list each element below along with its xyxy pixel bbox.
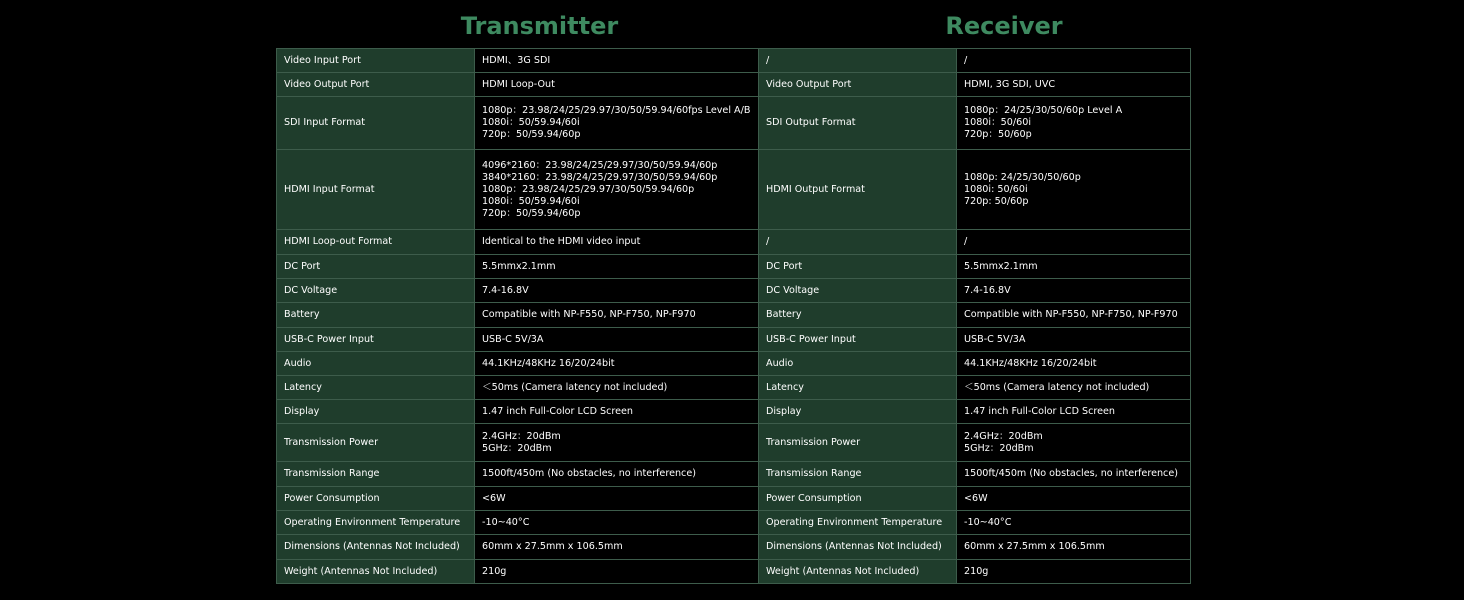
transmitter-spec-value — [475, 352, 759, 376]
transmitter-spec-value — [475, 73, 759, 97]
spec-value-line: 1080p: 24/25/30/50/60p — [964, 171, 1081, 183]
spec-value-line: 4096*2160：23.98/24/25/29.97/30/50/59.94/60p — [482, 159, 718, 171]
receiver-spec-label: DC Port — [759, 255, 957, 279]
transmitter-spec-label: Audio — [277, 352, 475, 376]
spec-value-line: 5.5mmx2.1mm — [482, 260, 556, 272]
spec-value-line: HDMI Loop-Out — [482, 78, 555, 90]
transmitter-spec-value — [475, 279, 759, 303]
spec-value-line: 1080p：23.98/24/25/29.97/30/50/59.94/60fps Level A/B — [482, 105, 751, 116]
transmitter-spec-value — [475, 376, 759, 400]
receiver-spec-value — [957, 97, 1191, 150]
transmitter-spec-value — [475, 535, 759, 560]
transmitter-spec-value — [475, 230, 759, 255]
spec-value-line: 44.1KHz/48KHz 16/20/24bit — [482, 357, 615, 369]
transmitter-heading: Transmitter — [460, 12, 619, 40]
receiver-spec-value — [957, 73, 1191, 97]
spec-value-line: 44.1KHz/48KHz 16/20/24bit — [964, 357, 1097, 369]
receiver-spec-label: Battery — [759, 303, 957, 328]
transmitter-spec-value — [475, 328, 759, 352]
transmitter-spec-value — [475, 462, 759, 487]
spec-row — [277, 279, 1191, 303]
transmitter-spec-label: Display — [277, 400, 475, 424]
transmitter-spec-label: HDMI Loop-out Format — [277, 230, 475, 255]
receiver-spec-value — [957, 352, 1191, 376]
spec-value-line: USB-C 5V/3A — [964, 333, 1026, 345]
spec-value-line: 7.4-16.8V — [964, 284, 1011, 296]
spec-value-line: 60mm x 27.5mm x 106.5mm — [482, 541, 623, 552]
spec-value-line: 1080i：50/60i — [964, 117, 1031, 128]
spec-value-line: Identical to the HDMI video input — [482, 236, 641, 247]
receiver-spec-label: / — [759, 230, 957, 255]
receiver-spec-label: Power Consumption — [759, 487, 957, 511]
transmitter-spec-label: Video Output Port — [277, 73, 475, 97]
transmitter-spec-value — [475, 400, 759, 424]
transmitter-spec-label: Transmission Range — [277, 462, 475, 487]
spec-row — [277, 376, 1191, 400]
transmitter-spec-value — [475, 487, 759, 511]
transmitter-spec-label: Operating Environment Temperature — [277, 511, 475, 535]
spec-value-line: 720p: 50/60p — [964, 195, 1029, 207]
transmitter-spec-label: SDI Input Format — [277, 97, 475, 150]
spec-value-line: Compatible with NP-F550, NP-F750, NP-F970 — [482, 309, 696, 320]
spec-value-line: HDMI, 3G SDI, UVC — [964, 78, 1056, 90]
transmitter-spec-value — [475, 255, 759, 279]
transmitter-spec-value — [475, 97, 759, 150]
spec-row — [277, 73, 1191, 97]
receiver-spec-label: / — [759, 49, 957, 73]
spec-row — [277, 303, 1191, 328]
spec-value-line: 720p：50/59.94/60p — [482, 129, 581, 140]
spec-value-line: 1500ft/450m (No obstacles, no interference) — [964, 468, 1178, 479]
spec-value-line: 210g — [482, 565, 507, 577]
transmitter-spec-value — [475, 303, 759, 328]
spec-value-line: / — [964, 54, 968, 66]
receiver-spec-label: Latency — [759, 376, 957, 400]
spec-value-line: 1.47 inch Full-Color LCD Screen — [964, 405, 1115, 417]
transmitter-spec-value — [475, 511, 759, 535]
receiver-spec-value — [957, 328, 1191, 352]
receiver-spec-value — [957, 511, 1191, 535]
transmitter-spec-label: DC Port — [277, 255, 475, 279]
transmitter-spec-label: Video Input Port — [277, 49, 475, 73]
transmitter-spec-label: DC Voltage — [277, 279, 475, 303]
receiver-spec-value — [957, 49, 1191, 73]
spec-value-line: 720p：50/60p — [964, 129, 1032, 140]
spec-table — [276, 48, 1191, 584]
spec-value-line: -10~40°C — [482, 516, 530, 528]
spec-value-line: 720p：50/59.94/60p — [482, 207, 581, 219]
receiver-spec-value — [957, 400, 1191, 424]
spec-value-line: 2.4GHz：20dBm — [482, 430, 561, 442]
spec-value-line: 60mm x 27.5mm x 106.5mm — [964, 541, 1105, 552]
receiver-spec-value — [957, 535, 1191, 560]
spec-value-line: / — [964, 236, 968, 247]
transmitter-spec-label: Power Consumption — [277, 487, 475, 511]
transmitter-spec-label: Dimensions (Antennas Not Included) — [277, 535, 475, 560]
spec-value-line: 1080i: 50/60i — [964, 183, 1028, 195]
spec-row — [277, 328, 1191, 352]
spec-row — [277, 462, 1191, 487]
spec-value-line: HDMI、3G SDI — [482, 54, 551, 66]
transmitter-spec-value — [475, 49, 759, 73]
receiver-spec-label: Audio — [759, 352, 957, 376]
transmitter-spec-label: HDMI Input Format — [277, 150, 475, 230]
spec-value-line: 5.5mmx2.1mm — [964, 260, 1038, 272]
spec-value-line: 3840*2160：23.98/24/25/29.97/30/50/59.94/60p — [482, 171, 718, 183]
spec-value-line: 1080p：24/25/30/50/60p Level A — [964, 105, 1123, 116]
receiver-spec-value — [957, 279, 1191, 303]
receiver-spec-label: USB-C Power Input — [759, 328, 957, 352]
spec-row — [277, 230, 1191, 255]
spec-table-body — [277, 49, 1191, 584]
spec-value-line: Compatible with NP-F550, NP-F750, NP-F970 — [964, 309, 1178, 320]
transmitter-spec-label: Latency — [277, 376, 475, 400]
spec-row — [277, 97, 1191, 150]
receiver-spec-value — [957, 487, 1191, 511]
transmitter-spec-label: Battery — [277, 303, 475, 328]
spec-value-line: -10~40°C — [964, 516, 1012, 528]
spec-value-line: USB-C 5V/3A — [482, 333, 544, 345]
receiver-spec-value — [957, 255, 1191, 279]
spec-row — [277, 424, 1191, 462]
receiver-spec-label: Transmission Range — [759, 462, 957, 487]
spec-value-line: ＜50ms (Camera latency not included) — [964, 381, 1150, 393]
receiver-spec-value — [957, 303, 1191, 328]
receiver-spec-label: Display — [759, 400, 957, 424]
receiver-spec-value — [957, 462, 1191, 487]
spec-row — [277, 560, 1191, 584]
spec-value-line: 210g — [964, 565, 989, 577]
spec-row — [277, 49, 1191, 73]
receiver-spec-label: Dimensions (Antennas Not Included) — [759, 535, 957, 560]
transmitter-spec-value — [475, 560, 759, 584]
spec-value-line: <6W — [482, 492, 506, 504]
transmitter-spec-label: Transmission Power — [277, 424, 475, 462]
spec-value-line: 5GHz：20dBm — [964, 442, 1034, 454]
transmitter-spec-value — [475, 150, 759, 230]
spec-row — [277, 511, 1191, 535]
spec-row — [277, 150, 1191, 230]
transmitter-spec-value — [475, 424, 759, 462]
receiver-spec-value — [957, 150, 1191, 230]
receiver-spec-value — [957, 560, 1191, 584]
spec-value-line: 7.4-16.8V — [482, 284, 529, 296]
receiver-spec-value — [957, 376, 1191, 400]
spec-value-line: 2.4GHz：20dBm — [964, 430, 1043, 442]
spec-value-line: 5GHz：20dBm — [482, 442, 552, 454]
spec-value-line: 1080i：50/59.94/60i — [482, 195, 580, 207]
spec-row — [277, 487, 1191, 511]
transmitter-spec-label: USB-C Power Input — [277, 328, 475, 352]
spec-value-line: 1080p：23.98/24/25/29.97/30/50/59.94/60p — [482, 183, 695, 195]
spec-row — [277, 255, 1191, 279]
spec-value-line: ＜50ms (Camera latency not included) — [482, 381, 668, 393]
receiver-spec-label: Video Output Port — [759, 73, 957, 97]
spec-value-line: 1500ft/450m (No obstacles, no interference) — [482, 468, 696, 479]
receiver-spec-value — [957, 424, 1191, 462]
spec-row — [277, 535, 1191, 560]
spec-value-line: 1.47 inch Full-Color LCD Screen — [482, 405, 633, 417]
receiver-heading: Receiver — [945, 12, 1063, 40]
receiver-spec-label: Operating Environment Temperature — [759, 511, 957, 535]
spec-row — [277, 352, 1191, 376]
spec-value-line: <6W — [964, 492, 988, 504]
receiver-spec-label: DC Voltage — [759, 279, 957, 303]
receiver-spec-value — [957, 230, 1191, 255]
spec-value-line: 1080i：50/59.94/60i — [482, 117, 580, 128]
receiver-spec-label: Transmission Power — [759, 424, 957, 462]
receiver-spec-label: Weight (Antennas Not Included) — [759, 560, 957, 584]
receiver-spec-label: HDMI Output Format — [759, 150, 957, 230]
transmitter-spec-label: Weight (Antennas Not Included) — [277, 560, 475, 584]
receiver-spec-label: SDI Output Format — [759, 97, 957, 150]
spec-row — [277, 400, 1191, 424]
